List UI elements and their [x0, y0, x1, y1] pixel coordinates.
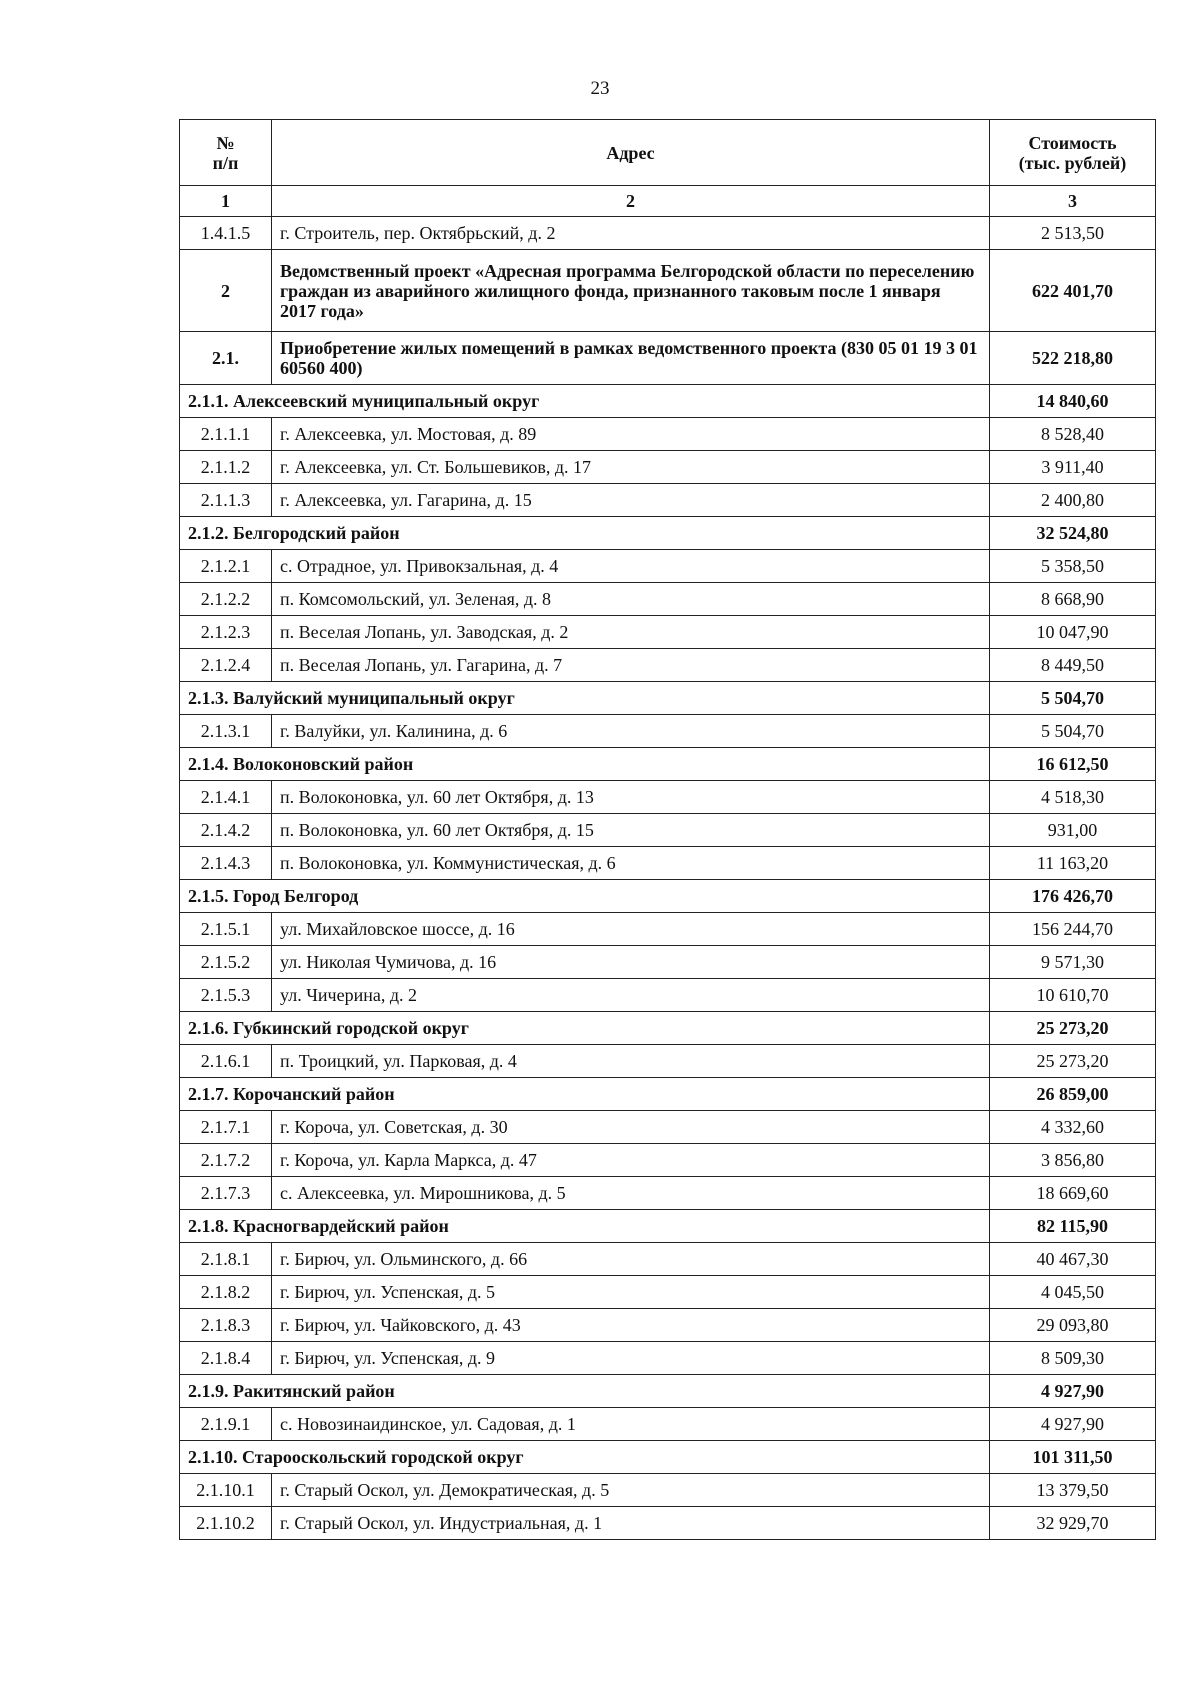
row-number: 2.1.9.1: [180, 1408, 272, 1441]
row-cost: 29 093,80: [990, 1309, 1156, 1342]
address-cost-table: [179, 119, 1156, 1540]
row-number: 2.1.3.1: [180, 715, 272, 748]
section-row: [180, 385, 1156, 418]
row-address: г. Старый Оскол, ул. Демократическая, д. 5: [272, 1474, 990, 1507]
section-title: 2.1.5. Город Белгород: [180, 880, 990, 913]
table-header-row: [180, 120, 1156, 186]
section-total-cost: 25 273,20: [990, 1012, 1156, 1045]
row-cost: 4 045,50: [990, 1276, 1156, 1309]
row-cost: 5 504,70: [990, 715, 1156, 748]
row-cost: 3 856,80: [990, 1144, 1156, 1177]
section-row: [180, 1210, 1156, 1243]
row-number: 2.1.5.2: [180, 946, 272, 979]
table-row: [180, 1243, 1156, 1276]
table-row: [180, 781, 1156, 814]
section-row: [180, 1441, 1156, 1474]
table-row: [180, 217, 1156, 250]
row-address: ул. Чичерина, д. 2: [272, 979, 990, 1012]
row-cost: 32 929,70: [990, 1507, 1156, 1540]
row-cost: 3 911,40: [990, 451, 1156, 484]
row-cost: 156 244,70: [990, 913, 1156, 946]
row-cost: 11 163,20: [990, 847, 1156, 880]
section-title: 2.1.4. Волоконовский район: [180, 748, 990, 781]
table-row: [180, 814, 1156, 847]
subproject-title: Приобретение жилых помещений в рамках ведомственного проекта (830 05 01 19 3 01 60560 400): [272, 332, 990, 385]
project-cost: 622 401,70: [990, 250, 1156, 332]
row-number: 2.1.1.2: [180, 451, 272, 484]
row-address: п. Комсомольский, ул. Зеленая, д. 8: [272, 583, 990, 616]
table-row: [180, 1144, 1156, 1177]
section-row: [180, 1012, 1156, 1045]
header-num: № п/п: [180, 120, 272, 186]
table-row: [180, 1474, 1156, 1507]
table-row: [180, 418, 1156, 451]
table-row: [180, 715, 1156, 748]
row-cost: 8 449,50: [990, 649, 1156, 682]
row-address: п. Троицкий, ул. Парковая, д. 4: [272, 1045, 990, 1078]
section-title: 2.1.3. Валуйский муниципальный округ: [180, 682, 990, 715]
row-cost: 4 927,90: [990, 1408, 1156, 1441]
subproject-row: [180, 332, 1156, 385]
section-total-cost: 16 612,50: [990, 748, 1156, 781]
section-title: 2.1.6. Губкинский городской округ: [180, 1012, 990, 1045]
section-total-cost: 101 311,50: [990, 1441, 1156, 1474]
row-address: п. Волоконовка, ул. 60 лет Октября, д. 15: [272, 814, 990, 847]
row-number: 2.1.5.3: [180, 979, 272, 1012]
table-row: [180, 913, 1156, 946]
section-row: [180, 1375, 1156, 1408]
table-body: [180, 217, 1156, 1540]
table-row: [180, 1177, 1156, 1210]
section-total-cost: 5 504,70: [990, 682, 1156, 715]
row-address: п. Веселая Лопань, ул. Заводская, д. 2: [272, 616, 990, 649]
column-number: 2: [272, 186, 990, 217]
table-row: [180, 1276, 1156, 1309]
row-number: 2: [180, 250, 272, 332]
row-address: с. Алексеевка, ул. Мирошникова, д. 5: [272, 1177, 990, 1210]
table-row: [180, 946, 1156, 979]
row-number: 2.1.10.1: [180, 1474, 272, 1507]
row-number: 2.1.6.1: [180, 1045, 272, 1078]
row-number: 2.1.7.1: [180, 1111, 272, 1144]
row-address: п. Веселая Лопань, ул. Гагарина, д. 7: [272, 649, 990, 682]
row-address: п. Волоконовка, ул. 60 лет Октября, д. 13: [272, 781, 990, 814]
row-cost: 8 509,30: [990, 1342, 1156, 1375]
row-number: 2.1.4.2: [180, 814, 272, 847]
section-total-cost: 4 927,90: [990, 1375, 1156, 1408]
row-number: 2.1.10.2: [180, 1507, 272, 1540]
section-title: 2.1.2. Белгородский район: [180, 517, 990, 550]
table-row: [180, 979, 1156, 1012]
row-cost: 2 400,80: [990, 484, 1156, 517]
row-address: г. Алексеевка, ул. Мостовая, д. 89: [272, 418, 990, 451]
table-row: [180, 550, 1156, 583]
section-row: [180, 517, 1156, 550]
section-title: 2.1.9. Ракитянский район: [180, 1375, 990, 1408]
section-row: [180, 748, 1156, 781]
row-cost: 2 513,50: [990, 217, 1156, 250]
row-cost: 8 668,90: [990, 583, 1156, 616]
table-row: [180, 649, 1156, 682]
row-number: 2.1.2.4: [180, 649, 272, 682]
row-number: 2.1.1.3: [180, 484, 272, 517]
row-address: г. Бирюч, ул. Ольминского, д. 66: [272, 1243, 990, 1276]
row-number: 2.1.8.1: [180, 1243, 272, 1276]
row-address: г. Строитель, пер. Октябрьский, д. 2: [272, 217, 990, 250]
row-number: 2.1.5.1: [180, 913, 272, 946]
row-address: г. Короча, ул. Советская, д. 30: [272, 1111, 990, 1144]
header-address: Адрес: [272, 120, 990, 186]
row-cost: 4 332,60: [990, 1111, 1156, 1144]
row-number: 2.1.8.2: [180, 1276, 272, 1309]
row-number: 2.1.1.1: [180, 418, 272, 451]
row-number: 2.1.7.3: [180, 1177, 272, 1210]
table-row: [180, 1045, 1156, 1078]
section-title: 2.1.7. Корочанский район: [180, 1078, 990, 1111]
row-number: 2.1.4.3: [180, 847, 272, 880]
row-address: с. Отрадное, ул. Привокзальная, д. 4: [272, 550, 990, 583]
table-row: [180, 1408, 1156, 1441]
row-number: 2.1.2.1: [180, 550, 272, 583]
row-cost: 931,00: [990, 814, 1156, 847]
project-row: [180, 250, 1156, 332]
row-address: ул. Михайловское шоссе, д. 16: [272, 913, 990, 946]
row-address: г. Бирюч, ул. Успенская, д. 5: [272, 1276, 990, 1309]
table-row: [180, 1111, 1156, 1144]
row-address: с. Новозинаидинское, ул. Садовая, д. 1: [272, 1408, 990, 1441]
row-address: г. Бирюч, ул. Чайковского, д. 43: [272, 1309, 990, 1342]
row-cost: 8 528,40: [990, 418, 1156, 451]
section-title: 2.1.8. Красногвардейский район: [180, 1210, 990, 1243]
row-address: г. Валуйки, ул. Калинина, д. 6: [272, 715, 990, 748]
table-row: [180, 1507, 1156, 1540]
row-cost: 18 669,60: [990, 1177, 1156, 1210]
row-number: 2.1.7.2: [180, 1144, 272, 1177]
section-row: [180, 1078, 1156, 1111]
row-address: г. Старый Оскол, ул. Индустриальная, д. 1: [272, 1507, 990, 1540]
section-title: 2.1.1. Алексеевский муниципальный округ: [180, 385, 990, 418]
page-number: 23: [590, 78, 610, 99]
row-cost: 5 358,50: [990, 550, 1156, 583]
section-title: 2.1.10. Старооскольский городской округ: [180, 1441, 990, 1474]
row-address: г. Алексеевка, ул. Ст. Большевиков, д. 17: [272, 451, 990, 484]
row-cost: 10 610,70: [990, 979, 1156, 1012]
section-total-cost: 14 840,60: [990, 385, 1156, 418]
row-cost: 40 467,30: [990, 1243, 1156, 1276]
row-address: г. Бирюч, ул. Успенская, д. 9: [272, 1342, 990, 1375]
row-address: г. Алексеевка, ул. Гагарина, д. 15: [272, 484, 990, 517]
section-row: [180, 682, 1156, 715]
section-total-cost: 176 426,70: [990, 880, 1156, 913]
row-cost: 10 047,90: [990, 616, 1156, 649]
row-number: 2.1.8.4: [180, 1342, 272, 1375]
column-number-row: [180, 186, 1156, 217]
subproject-cost: 522 218,80: [990, 332, 1156, 385]
row-number: 2.1.2.3: [180, 616, 272, 649]
row-number: 2.1.8.3: [180, 1309, 272, 1342]
column-number: 1: [180, 186, 272, 217]
table-row: [180, 616, 1156, 649]
row-address: ул. Николая Чумичова, д. 16: [272, 946, 990, 979]
row-address: г. Короча, ул. Карла Маркса, д. 47: [272, 1144, 990, 1177]
row-cost: 25 273,20: [990, 1045, 1156, 1078]
section-total-cost: 32 524,80: [990, 517, 1156, 550]
row-number: 2.1.4.1: [180, 781, 272, 814]
table-row: [180, 1309, 1156, 1342]
table-row: [180, 451, 1156, 484]
row-cost: 9 571,30: [990, 946, 1156, 979]
project-title: Ведомственный проект «Адресная программа Белгородской области по переселению граждан из аварийного жилищного фонда, признанного таковым после 1 января 2017 года»: [272, 250, 990, 332]
header-cost: Стоимость (тыс. рублей): [990, 120, 1156, 186]
column-number: 3: [990, 186, 1156, 217]
row-cost: 13 379,50: [990, 1474, 1156, 1507]
row-number: 1.4.1.5: [180, 217, 272, 250]
table-row: [180, 583, 1156, 616]
section-row: [180, 880, 1156, 913]
row-cost: 4 518,30: [990, 781, 1156, 814]
row-number: 2.1.: [180, 332, 272, 385]
row-address: п. Волоконовка, ул. Коммунистическая, д. 6: [272, 847, 990, 880]
table-row: [180, 484, 1156, 517]
section-total-cost: 82 115,90: [990, 1210, 1156, 1243]
table-row: [180, 1342, 1156, 1375]
row-number: 2.1.2.2: [180, 583, 272, 616]
table-row: [180, 847, 1156, 880]
section-total-cost: 26 859,00: [990, 1078, 1156, 1111]
